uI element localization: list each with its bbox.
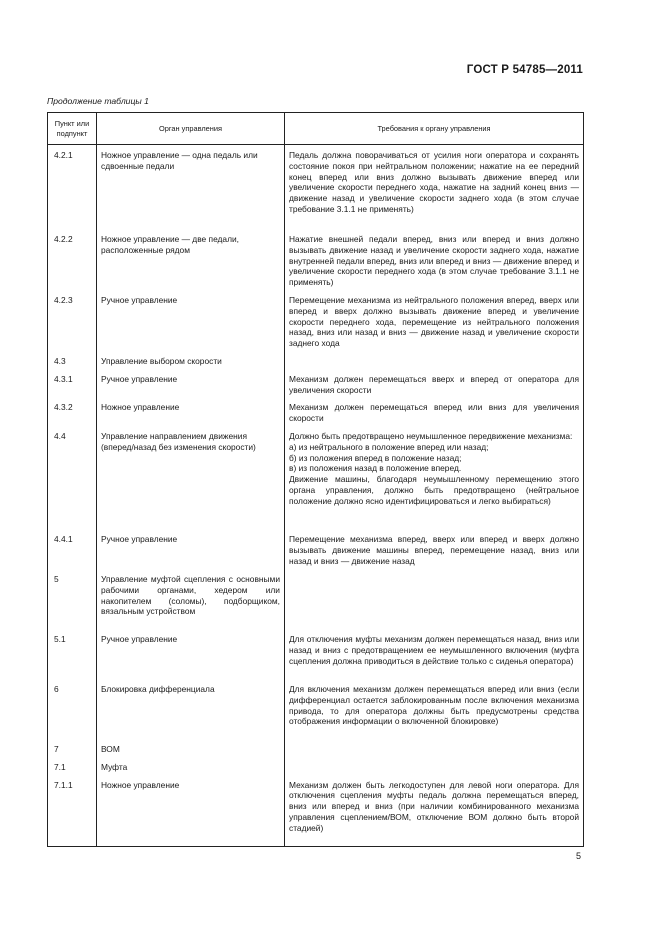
- table-row: [48, 777, 584, 847]
- item-number: 4.3.1: [48, 371, 97, 400]
- control-name: Муфта: [97, 759, 285, 777]
- control-name: Ручное управление: [97, 631, 285, 681]
- control-name: Ручное управление: [97, 531, 285, 571]
- column-header-control: Орган управления: [97, 113, 285, 145]
- control-name: ВОМ: [97, 741, 285, 759]
- requirements-table: [47, 112, 584, 847]
- requirement-text: Должно быть предотвращено неумышленное передвижение механизма: а) из нейтрального в положение вперед или назад; б) из положения вперед в положение назад; в) из положения назад в положение вперед. Движение машины, благодаря неумышленному перемещению этого органа управления, должно быть предотвращено (нейтральное положение должно ясно идентифицироваться и легко выбираться): [285, 428, 584, 531]
- table-row: [48, 681, 584, 741]
- control-name: Ножное управление — две педали, расположенные рядом: [97, 231, 285, 292]
- table-row: [48, 399, 584, 428]
- table-row: [48, 531, 584, 571]
- item-number: 4.3: [48, 353, 97, 371]
- item-number: 4.4.1: [48, 531, 97, 571]
- item-number: 4.4: [48, 428, 97, 531]
- control-name: Ручное управление: [97, 371, 285, 400]
- table-row: [48, 571, 584, 631]
- control-name: Управление выбором скорости: [97, 353, 285, 371]
- control-name: Ножное управление: [97, 399, 285, 428]
- column-header-requirements: Требования к органу управления: [285, 113, 584, 145]
- table-row: [48, 292, 584, 353]
- item-number: 5.1: [48, 631, 97, 681]
- item-number: 7.1.1: [48, 777, 97, 847]
- requirement-text: Перемещение механизма из нейтрального положения вперед, вверх или вперед и вверх должно вызывать движение вперед и увеличение скорости переднего хода, перемещение из нейтрального положения назад, вниз или назад и вниз — движение назад и увеличение скорости заднего хода: [285, 292, 584, 353]
- requirement-text: [285, 759, 584, 777]
- control-name: Блокировка дифференциала: [97, 681, 285, 741]
- table-header-row: [48, 113, 584, 145]
- requirement-text: Для включения механизм должен перемещаться вперед или вниз (если дифференциал остается заблокированным после включения механизма привода, то для оператора должны быть предусмотрены средства отображения информации о включенной блокировке): [285, 681, 584, 741]
- item-number: 6: [48, 681, 97, 741]
- requirement-text: Перемещение механизма вперед, вверх или вперед и вверх должно вызывать движение машины вперед, перемещение назад, вниз или назад и вниз — движение назад: [285, 531, 584, 571]
- requirement-text: Механизм должен перемещаться вверх и вперед от оператора для увеличения скорости: [285, 371, 584, 400]
- requirement-text: Педаль должна поворачиваться от усилия ноги оператора и сохранять состояние покоя при нейтральном положении; нажатие на ее передний конец вперед или вниз должно вызывать движение вперед или увеличение скорости переднего хода, нажатие на задний конец вниз — движение назад и увеличение скорости заднего хода (в этом случае требование 3.1.1 не применять): [285, 147, 584, 231]
- item-number: 4.2.3: [48, 292, 97, 353]
- table-row: [48, 759, 584, 777]
- item-number: 4.3.2: [48, 399, 97, 428]
- column-header-item: Пункт или подпункт: [48, 113, 97, 145]
- table-row: [48, 428, 584, 531]
- requirement-text: Для отключения муфты механизм должен перемещаться назад, вниз или назад и вниз с предотвращением ее неумышленного включения (муфта сцепления должна приводиться в действие только с сиденья оператора): [285, 631, 584, 681]
- table-continuation-caption: Продолжение таблицы 1: [47, 96, 149, 106]
- requirement-text: [285, 741, 584, 759]
- control-name: Управление муфтой сцепления с основными рабочими органами, хедером или накопителем (соломы), подборщиком, вязальным устройством: [97, 571, 285, 631]
- table-row: [48, 631, 584, 681]
- requirement-text: Механизм должен быть легкодоступен для левой ноги оператора. Для отключения сцепления муфты педаль должна перемещаться вперед, вниз или вперед и вниз (при наличии комбинированного механизма управления сцеплением/ВОМ, отключение ВОМ должно быть второй стадией): [285, 777, 584, 847]
- item-number: 7: [48, 741, 97, 759]
- requirement-text: Нажатие внешней педали вперед, вниз или вперед и вниз должно вызывать движение назад и увеличение скорости заднего хода, нажатие внутренней педали вперед, вниз или вперед и вниз — движение вперед и увеличение скорости переднего хода (в этом случае требование 3.1.1 не применять): [285, 231, 584, 292]
- table-row: [48, 147, 584, 231]
- table-row: [48, 741, 584, 759]
- item-number: 7.1: [48, 759, 97, 777]
- item-number: 4.2.1: [48, 147, 97, 231]
- control-name: Управление направлением движения (вперед/назад без изменения скорости): [97, 428, 285, 531]
- item-number: 4.2.2: [48, 231, 97, 292]
- item-number: 5: [48, 571, 97, 631]
- control-name: Ножное управление — одна педаль или сдвоенные педали: [97, 147, 285, 231]
- control-name: Ручное управление: [97, 292, 285, 353]
- page-number: 5: [575, 851, 581, 861]
- document-code: ГОСТ Р 54785—2011: [466, 64, 583, 76]
- control-name: Ножное управление: [97, 777, 285, 847]
- requirement-text: [285, 353, 584, 371]
- requirement-text: [285, 571, 584, 631]
- table-row: [48, 353, 584, 371]
- table-row: [48, 371, 584, 400]
- table-row: [48, 231, 584, 292]
- requirement-text: Механизм должен перемещаться вперед или вниз для увеличения скорости: [285, 399, 584, 428]
